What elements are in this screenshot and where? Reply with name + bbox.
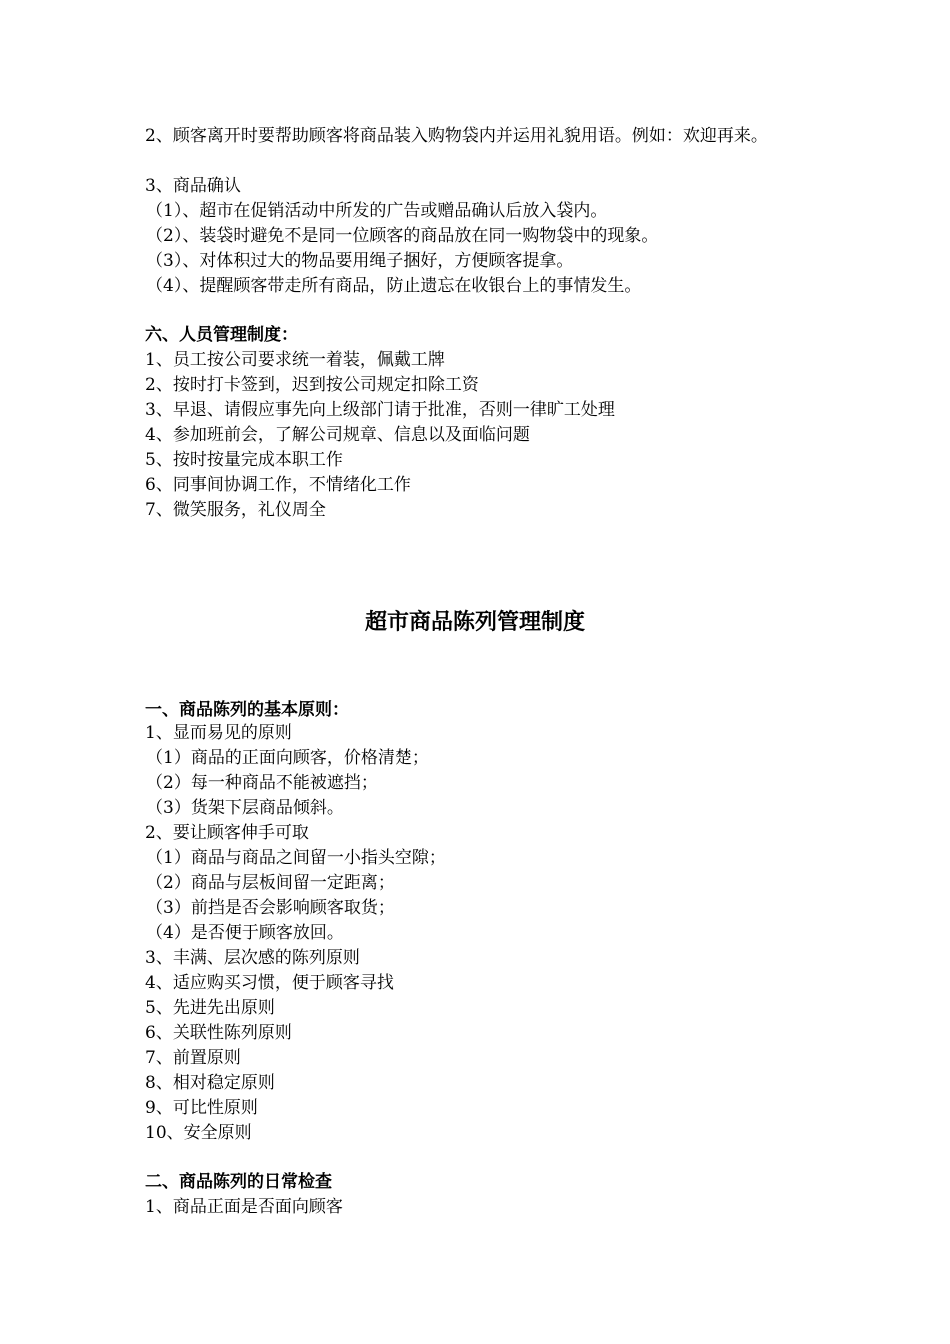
section-heading-personnel: 六、人员管理制度： bbox=[145, 325, 298, 345]
list-item: 7、微笑服务，礼仪周全 bbox=[145, 500, 326, 520]
list-item: （1）商品的正面向顾客，价格清楚； bbox=[146, 748, 429, 768]
list-item: 5、先进先出原则 bbox=[145, 998, 275, 1018]
section-heading-daily-check: 二、商品陈列的日常检查 bbox=[145, 1172, 332, 1192]
list-item: 8、相对稳定原则 bbox=[145, 1073, 275, 1093]
list-item: 1、显而易见的原则 bbox=[145, 723, 292, 743]
section-heading-principles: 一、商品陈列的基本原则： bbox=[145, 700, 349, 720]
list-item: 6、关联性陈列原则 bbox=[145, 1023, 292, 1043]
list-item: （1）商品与商品之间留一小指头空隙； bbox=[146, 848, 446, 868]
list-item: 4、适应购买习惯，便于顾客寻找 bbox=[145, 973, 394, 993]
list-item: （2）商品与层板间留一定距离； bbox=[146, 873, 395, 893]
list-item: 3、早退、请假应事先向上级部门请于批准，否则一律旷工处理 bbox=[145, 400, 615, 420]
list-item: 1、员工按公司要求统一着装，佩戴工牌 bbox=[145, 350, 445, 370]
heading-product-confirm: 3、商品确认 bbox=[145, 176, 241, 196]
list-item: （4）、提醒顾客带走所有商品，防止遗忘在收银台上的事情发生。 bbox=[146, 276, 642, 296]
list-item: （3）前挡是否会影响顾客取货； bbox=[146, 898, 395, 918]
list-item: 7、前置原则 bbox=[145, 1048, 241, 1068]
list-item: （2）每一种商品不能被遮挡； bbox=[146, 773, 378, 793]
list-item: （2）、装袋时避免不是同一位顾客的商品放在同一购物袋中的现象。 bbox=[146, 226, 659, 246]
list-item: （3）、对体积过大的物品要用绳子捆好，方便顾客提拿。 bbox=[146, 251, 574, 271]
list-item: 4、参加班前会，了解公司规章、信息以及面临问题 bbox=[145, 425, 530, 445]
list-item: 10、安全原则 bbox=[145, 1123, 252, 1143]
paragraph-customer-leaving: 2、顾客离开时要帮助顾客将商品装入购物袋内并运用礼貌用语。例如：欢迎再来。 bbox=[145, 126, 768, 146]
list-item: （1）、超市在促销活动中所发的广告或赠品确认后放入袋内。 bbox=[146, 201, 608, 221]
list-item: 2、按时打卡签到，迟到按公司规定扣除工资 bbox=[145, 375, 479, 395]
list-item: 9、可比性原则 bbox=[145, 1098, 258, 1118]
list-item: 6、同事间协调工作，不情绪化工作 bbox=[145, 475, 411, 495]
list-item: 1、商品正面是否面向顾客 bbox=[145, 1197, 343, 1217]
list-item: 3、丰满、层次感的陈列原则 bbox=[145, 948, 360, 968]
document-title: 超市商品陈列管理制度 bbox=[364, 609, 585, 635]
list-item: 5、按时按量完成本职工作 bbox=[145, 450, 343, 470]
list-item: 2、要让顾客伸手可取 bbox=[145, 823, 309, 843]
list-item: （3）货架下层商品倾斜。 bbox=[146, 798, 344, 818]
list-item: （4）是否便于顾客放回。 bbox=[146, 923, 344, 943]
